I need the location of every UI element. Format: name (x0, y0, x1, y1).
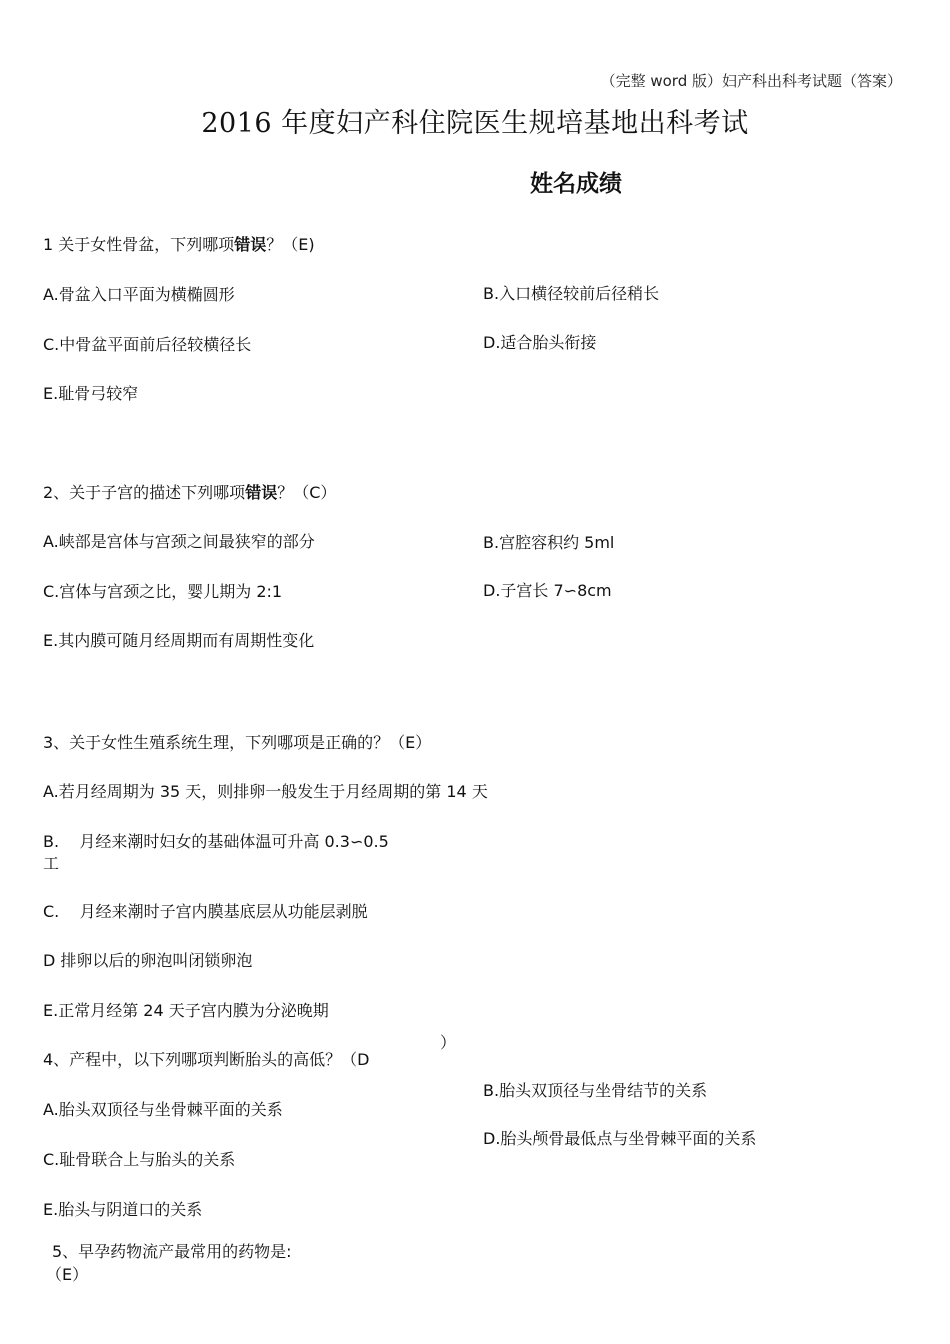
question-3-stem: 3、关于女性生殖系统生理，下列哪项是正确的？（E） (43, 733, 432, 752)
question-4-option-e: E.胎头与阴道口的关系 (43, 1200, 203, 1219)
question-1-stem-emphasis: 错误 (234, 235, 267, 254)
question-2-stem-answer: ？（C） (277, 483, 337, 502)
question-1-stem-answer: ？（E) (266, 235, 315, 254)
question-3-option-b: B. 月经来潮时妇女的基础体温可升高 0.3∽0.5 (43, 832, 389, 851)
name-score-label: 姓名成绩 (530, 171, 622, 197)
question-2-option-e: E.其内膜可随月经周期而有周期性变化 (43, 631, 315, 650)
question-3-option-a: A.若月经周期为 35 天，则排卵一般发生于月经周期的第 14 天 (43, 782, 488, 801)
question-4-option-a: A.胎头双顶径与坐骨棘平面的关系 (43, 1100, 283, 1119)
question-1-option-d: D.适合胎头衔接 (483, 333, 597, 352)
question-5-answer: （E） (46, 1265, 89, 1284)
question-1-stem (43, 232, 315, 255)
question-2-option-d: D.子宫长 7∽8cm (483, 581, 612, 600)
question-5-stem: 5、早孕药物流产最常用的药物是: (52, 1242, 292, 1261)
question-1-option-b: B.入口横径较前后径稍长 (483, 284, 660, 303)
question-3-option-c: C. 月经来潮时子宫内膜基底层从功能层剥脱 (43, 902, 368, 921)
question-2-option-a: A.峡部是宫体与宫颈之间最狭窄的部分 (43, 532, 315, 551)
question-4-option-d: D.胎头颅骨最低点与坐骨棘平面的关系 (483, 1129, 757, 1148)
question-2-option-c: C.宫体与宫颈之比，婴儿期为 2:1 (43, 582, 283, 601)
question-4-option-c: C.耻骨联合上与胎头的关系 (43, 1150, 236, 1169)
question-4-answer-close: ） (440, 1033, 457, 1052)
question-1-option-a: A.骨盆入口平面为横椭圆形 (43, 285, 235, 304)
question-2-stem-text: 2、关于子宫的描述下列哪项 (43, 483, 246, 502)
question-2-stem-emphasis: 错误 (245, 483, 278, 502)
question-3-option-b-continued: 工 (43, 854, 60, 873)
question-2-stem (43, 480, 336, 503)
question-3-option-d: D 排卵以后的卵泡叫闭锁卵泡 (43, 951, 253, 970)
question-4-option-b: B.胎头双顶径与坐骨结节的关系 (483, 1081, 708, 1100)
question-3-option-e: E.正常月经第 24 天子宫内膜为分泌晚期 (43, 1001, 329, 1020)
question-2-option-b: B.宫腔容积约 5ml (483, 533, 615, 552)
question-4-stem: 4、产程中，以下列哪项判断胎头的高低？（D (43, 1050, 370, 1069)
header-note: （完整 word 版）妇产科出科考试题（答案） (600, 72, 902, 90)
question-1-option-e: E.耻骨弓较窄 (43, 384, 139, 403)
document-title: 2016 年度妇产科住院医生规培基地出科考试 (201, 108, 749, 139)
question-1-stem-text: 1 关于女性骨盆，下列哪项 (43, 235, 235, 254)
question-1-option-c: C.中骨盆平面前后径较横径长 (43, 335, 252, 354)
